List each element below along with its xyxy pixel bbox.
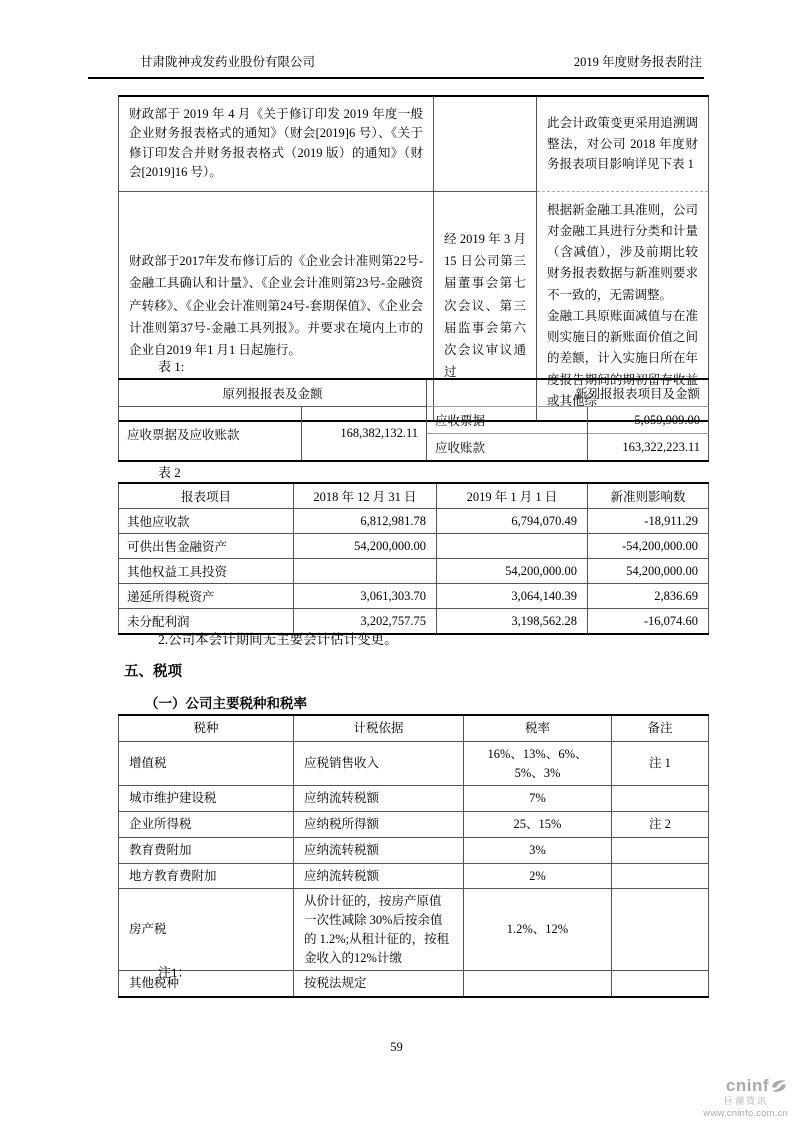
- tax-type-cell: 教育费附加: [119, 837, 294, 863]
- table-row: [119, 786, 709, 812]
- tax-remark-cell: [612, 837, 709, 863]
- table2-label: 表 2: [158, 465, 181, 480]
- tax-remark-cell: 注 1: [612, 741, 709, 786]
- table-row: [119, 534, 709, 559]
- value-cell: 3,064,140.39: [437, 584, 588, 609]
- policy-row: [119, 96, 709, 191]
- old-amount-cell: 168,382,132.11: [302, 407, 427, 462]
- tax-rate-table: [118, 714, 709, 998]
- logo-wordmark: [703, 1077, 788, 1096]
- table-row: [119, 812, 709, 838]
- table-row: [119, 407, 709, 434]
- table-row: [119, 741, 709, 786]
- value-cell: 2,836.69: [588, 584, 709, 609]
- tax-rate-cell: [464, 971, 612, 997]
- value-cell: -54,200,000.00: [588, 534, 709, 559]
- column-header: 税种: [119, 715, 294, 741]
- policy-basis-cell: 财政部于 2019 年 4 月《关于修订印发 2019 年度一般企业财务报表格式的通知》（财会[2019]6 号）、《关于修订印发合并财务报表格式（2019 版）的通知》（财会[2019]16 号）。: [119, 96, 434, 191]
- tax-remark-cell: [612, 863, 709, 889]
- cninfo-swirl-icon: [770, 1077, 788, 1095]
- item-cell: 未分配利润: [119, 609, 294, 635]
- tax-type-cell: 城市维护建设税: [119, 786, 294, 812]
- item-cell: 可供出售金融资产: [119, 534, 294, 559]
- tax-remark-cell: [612, 971, 709, 997]
- table-row: [119, 584, 709, 609]
- tax-remark-cell: [612, 786, 709, 812]
- table-row: [119, 889, 709, 971]
- tax-remark-cell: 注 2: [612, 812, 709, 838]
- estimate-change-note: 2.公司本会计期间无主要会计估计变更。: [158, 632, 398, 647]
- table-header-row: [119, 715, 709, 741]
- value-cell: 3,198,562.28: [437, 609, 588, 635]
- tax-rate-cell: 25、15%: [464, 812, 612, 838]
- column-header: 税率: [464, 715, 612, 741]
- section-title: 五、税项: [124, 664, 182, 680]
- logo-caption: 巨潮资讯: [723, 1095, 768, 1106]
- column-header: 新列报报表项目及金额: [427, 379, 709, 407]
- new-item-cell: 应收账款: [427, 434, 588, 462]
- tax-basis-cell: 应纳流转税额: [294, 837, 464, 863]
- column-header: 2019 年 1 月 1 日: [437, 483, 588, 509]
- tax-type-cell: 地方教育费附加: [119, 863, 294, 889]
- policy-impact-paragraph: 金融工具原账面减值与在准则实施日的新账面价值之间的差额，计入实施日所在年度报告期间的期初留存收益或其他综: [547, 308, 698, 408]
- tax-basis-cell: 应税销售收入: [294, 741, 464, 786]
- policy-basis-cell: 财政部于2017年发布修订后的《企业会计准则第22号-金融工具确认和计量》、《企业会计准则第23号-金融资产转移》、《企业会计准则第24号-套期保值》、《企业会计准则第37号-金融工具列报》。并要求在境内上市的企业自2019 年1 月1 日起施行。: [129, 254, 423, 358]
- doc-title: 2019 年度财务报表附注: [573, 55, 702, 69]
- column-header: 报表项目: [119, 483, 294, 509]
- tax-type-cell: 增值税: [119, 741, 294, 786]
- table1-label: 表 1:: [158, 359, 185, 374]
- reclassification-table: [118, 378, 709, 462]
- tax-basis-cell: 应纳流转税额: [294, 863, 464, 889]
- tax-type-cell: 企业所得税: [119, 812, 294, 838]
- company-name: 甘肃陇神戎发药业股份有限公司: [140, 55, 316, 69]
- tax-basis-cell: 应纳税所得额: [294, 812, 464, 838]
- policy-impact-cell: 此会计政策变更采用追溯调整法，对公司 2018 年度财务报表项目影响详见下表 1: [537, 96, 709, 191]
- tax-basis-cell: 从价计征的，按房产原值一次性减除 30%后按余值的 1.2%;从租计征的，按租金收入的12%计缴: [294, 889, 464, 971]
- new-amount-cell: 5,059,909.00: [588, 407, 709, 434]
- table-header-row: [119, 379, 709, 407]
- accounting-policy-table: [118, 95, 709, 422]
- value-cell: [294, 559, 437, 584]
- page-number: 59: [390, 1040, 403, 1054]
- adjustment-impact-table: [118, 482, 709, 635]
- tax-rate-cell: 3%: [464, 837, 612, 863]
- tax-rate-cell: 7%: [464, 786, 612, 812]
- logo-text: cninf: [725, 1076, 769, 1095]
- value-cell: 54,200,000.00: [437, 559, 588, 584]
- column-header: 2018 年 12 月 31 日: [294, 483, 437, 509]
- value-cell: 54,200,000.00: [588, 559, 709, 584]
- value-cell: [437, 534, 588, 559]
- tax-remark-cell: [612, 889, 709, 971]
- cninfo-logo: [703, 1077, 788, 1119]
- page-header: [88, 52, 704, 79]
- table-row: [119, 863, 709, 889]
- policy-impact-paragraph: 根据新金融工具准则，公司对金融工具进行分类和计量（含减值），涉及前期比较财务报表数据与新准则要求不一致的，无需调整。: [547, 202, 698, 302]
- policy-approval-cell: [434, 96, 537, 191]
- subsection-title: （一）公司主要税种和税率: [145, 696, 307, 711]
- column-header: 新准则影响数: [588, 483, 709, 509]
- new-amount-cell: 163,322,223.11: [588, 434, 709, 462]
- column-header: 计税依据: [294, 715, 464, 741]
- logo-url: www.cninfo.com.cn: [703, 1107, 788, 1119]
- tax-rate-cell: 1.2%、12%: [464, 889, 612, 971]
- tax-rate-cell: 16%、13%、6%、5%、3%: [464, 741, 612, 786]
- item-cell: 其他应收款: [119, 509, 294, 534]
- new-item-cell: 应收票据: [427, 407, 588, 434]
- table-row: [119, 509, 709, 534]
- value-cell: 54,200,000.00: [294, 534, 437, 559]
- table-header-row: [119, 483, 709, 509]
- item-cell: 递延所得税资产: [119, 584, 294, 609]
- value-cell: 3,061,303.70: [294, 584, 437, 609]
- table-row: [119, 971, 709, 997]
- column-header: 原列报报表及金额: [119, 379, 427, 407]
- item-cell: 其他权益工具投资: [119, 559, 294, 584]
- value-cell: 6,794,070.49: [437, 509, 588, 534]
- policy-approval-cell: 经 2019 年 3 月 15 日公司第三届董事会第七次会议、第三届监事会第六次会议审议通过: [434, 191, 537, 421]
- old-item-cell: 应收票据及应收账款: [127, 427, 240, 442]
- value-cell: -16,074.60: [588, 609, 709, 635]
- value-cell: 6,812,981.78: [294, 509, 437, 534]
- tax-type-cell: 房产税: [119, 889, 294, 971]
- table-row: [119, 559, 709, 584]
- table-row: [119, 837, 709, 863]
- note1-label: 注1：: [158, 965, 191, 980]
- tax-basis-cell: 按税法规定: [294, 971, 464, 997]
- tax-basis-cell: 应纳流转税额: [294, 786, 464, 812]
- column-header: 备注: [612, 715, 709, 741]
- tax-rate-cell: 2%: [464, 863, 612, 889]
- value-cell: 3,202,757.75: [294, 609, 437, 635]
- tax-type-cell: 其他税种: [119, 971, 294, 997]
- value-cell: -18,911.29: [588, 509, 709, 534]
